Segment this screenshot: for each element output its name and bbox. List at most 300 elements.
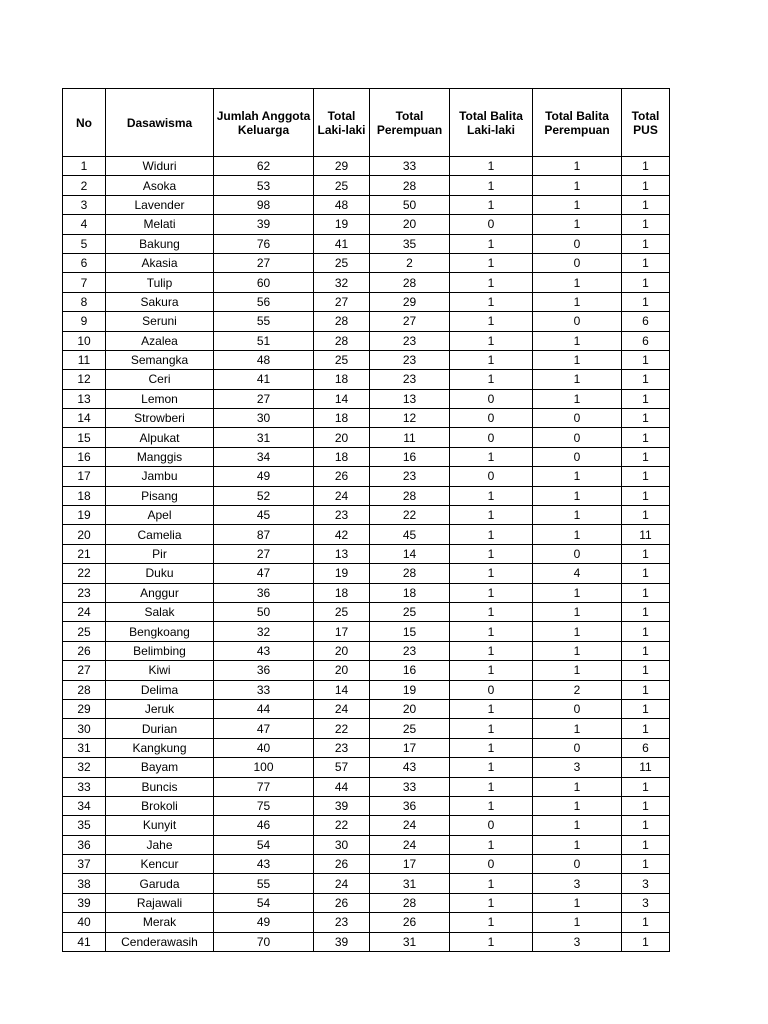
cell-dasawisma: Jeruk	[106, 699, 214, 718]
cell-total-perempuan: 35	[370, 234, 450, 253]
cell-total-pus: 1	[622, 699, 670, 718]
cell-total-balita-perempuan: 1	[533, 835, 622, 854]
cell-total-balita-perempuan: 1	[533, 389, 622, 408]
table-row	[63, 758, 670, 777]
cell-total-perempuan: 24	[370, 816, 450, 835]
cell-total-balita-laki-laki: 1	[450, 544, 533, 563]
cell-no: 39	[63, 893, 106, 912]
cell-total-pus: 1	[622, 777, 670, 796]
table-row	[63, 738, 670, 757]
cell-total-balita-laki-laki: 0	[450, 215, 533, 234]
cell-total-perempuan: 31	[370, 874, 450, 893]
cell-no: 33	[63, 777, 106, 796]
cell-dasawisma: Salak	[106, 602, 214, 621]
cell-total-balita-perempuan: 0	[533, 312, 622, 331]
cell-total-perempuan: 15	[370, 622, 450, 641]
cell-total-balita-perempuan: 1	[533, 602, 622, 621]
cell-dasawisma: Cenderawasih	[106, 932, 214, 951]
cell-total-balita-laki-laki: 0	[450, 389, 533, 408]
cell-total-balita-perempuan: 1	[533, 583, 622, 602]
cell-total-balita-perempuan: 0	[533, 699, 622, 718]
cell-no: 22	[63, 564, 106, 583]
table-row	[63, 641, 670, 660]
cell-total-perempuan: 28	[370, 273, 450, 292]
cell-no: 35	[63, 816, 106, 835]
cell-total-perempuan: 23	[370, 370, 450, 389]
cell-total-perempuan: 18	[370, 583, 450, 602]
cell-total-perempuan: 16	[370, 661, 450, 680]
cell-jumlah-anggota-keluarga: 41	[214, 370, 314, 389]
cell-no: 18	[63, 486, 106, 505]
cell-no: 15	[63, 428, 106, 447]
cell-no: 9	[63, 312, 106, 331]
cell-jumlah-anggota-keluarga: 30	[214, 409, 314, 428]
header-no: No	[63, 89, 106, 157]
cell-total-laki-laki: 26	[314, 855, 370, 874]
cell-total-laki-laki: 25	[314, 253, 370, 272]
cell-no: 10	[63, 331, 106, 350]
cell-total-laki-laki: 20	[314, 661, 370, 680]
cell-total-laki-laki: 24	[314, 699, 370, 718]
cell-total-balita-perempuan: 1	[533, 467, 622, 486]
cell-dasawisma: Merak	[106, 913, 214, 932]
cell-jumlah-anggota-keluarga: 87	[214, 525, 314, 544]
cell-total-balita-laki-laki: 1	[450, 738, 533, 757]
cell-jumlah-anggota-keluarga: 36	[214, 583, 314, 602]
cell-total-pus: 1	[622, 447, 670, 466]
table-row	[63, 389, 670, 408]
cell-total-laki-laki: 26	[314, 467, 370, 486]
cell-total-balita-perempuan: 1	[533, 486, 622, 505]
cell-jumlah-anggota-keluarga: 34	[214, 447, 314, 466]
cell-dasawisma: Alpukat	[106, 428, 214, 447]
cell-dasawisma: Seruni	[106, 312, 214, 331]
cell-total-balita-laki-laki: 1	[450, 273, 533, 292]
table-row	[63, 816, 670, 835]
cell-no: 26	[63, 641, 106, 660]
cell-total-balita-perempuan: 1	[533, 719, 622, 738]
cell-total-balita-laki-laki: 1	[450, 699, 533, 718]
cell-total-pus: 1	[622, 622, 670, 641]
cell-total-balita-laki-laki: 0	[450, 816, 533, 835]
cell-no: 7	[63, 273, 106, 292]
cell-jumlah-anggota-keluarga: 49	[214, 913, 314, 932]
cell-dasawisma: Anggur	[106, 583, 214, 602]
cell-dasawisma: Lavender	[106, 195, 214, 214]
header-total-laki-laki: Total Laki-laki	[314, 89, 370, 157]
cell-total-pus: 1	[622, 467, 670, 486]
cell-total-perempuan: 23	[370, 350, 450, 369]
cell-no: 36	[63, 835, 106, 854]
cell-no: 34	[63, 796, 106, 815]
cell-total-perempuan: 20	[370, 215, 450, 234]
cell-total-balita-laki-laki: 1	[450, 253, 533, 272]
cell-total-pus: 1	[622, 544, 670, 563]
cell-total-balita-perempuan: 1	[533, 641, 622, 660]
cell-total-pus: 3	[622, 893, 670, 912]
cell-total-perempuan: 25	[370, 719, 450, 738]
cell-dasawisma: Belimbing	[106, 641, 214, 660]
table-row	[63, 215, 670, 234]
cell-total-balita-laki-laki: 1	[450, 835, 533, 854]
cell-total-balita-perempuan: 1	[533, 350, 622, 369]
table-row	[63, 583, 670, 602]
cell-total-laki-laki: 19	[314, 564, 370, 583]
cell-jumlah-anggota-keluarga: 49	[214, 467, 314, 486]
cell-no: 23	[63, 583, 106, 602]
table-row	[63, 699, 670, 718]
cell-total-balita-perempuan: 1	[533, 816, 622, 835]
cell-no: 11	[63, 350, 106, 369]
cell-total-pus: 1	[622, 855, 670, 874]
cell-dasawisma: Manggis	[106, 447, 214, 466]
cell-no: 6	[63, 253, 106, 272]
cell-total-perempuan: 33	[370, 157, 450, 176]
cell-total-pus: 1	[622, 195, 670, 214]
cell-dasawisma: Akasia	[106, 253, 214, 272]
cell-total-laki-laki: 18	[314, 409, 370, 428]
cell-total-balita-perempuan: 1	[533, 525, 622, 544]
cell-jumlah-anggota-keluarga: 47	[214, 719, 314, 738]
cell-total-balita-perempuan: 1	[533, 195, 622, 214]
cell-total-balita-perempuan: 1	[533, 157, 622, 176]
cell-total-laki-laki: 26	[314, 893, 370, 912]
cell-jumlah-anggota-keluarga: 60	[214, 273, 314, 292]
cell-total-pus: 1	[622, 719, 670, 738]
cell-total-perempuan: 12	[370, 409, 450, 428]
cell-total-balita-laki-laki: 1	[450, 932, 533, 951]
cell-total-pus: 1	[622, 428, 670, 447]
cell-dasawisma: Durian	[106, 719, 214, 738]
cell-total-balita-perempuan: 0	[533, 855, 622, 874]
cell-total-pus: 6	[622, 312, 670, 331]
cell-total-balita-laki-laki: 1	[450, 157, 533, 176]
table-row	[63, 486, 670, 505]
cell-dasawisma: Delima	[106, 680, 214, 699]
cell-total-perempuan: 45	[370, 525, 450, 544]
cell-total-balita-perempuan: 1	[533, 506, 622, 525]
cell-no: 32	[63, 758, 106, 777]
cell-total-perempuan: 28	[370, 176, 450, 195]
cell-total-perempuan: 11	[370, 428, 450, 447]
table-row	[63, 932, 670, 951]
cell-total-perempuan: 14	[370, 544, 450, 563]
cell-dasawisma: Kangkung	[106, 738, 214, 757]
cell-total-balita-perempuan: 0	[533, 253, 622, 272]
cell-dasawisma: Buncis	[106, 777, 214, 796]
cell-jumlah-anggota-keluarga: 70	[214, 932, 314, 951]
cell-total-laki-laki: 39	[314, 796, 370, 815]
cell-total-balita-laki-laki: 1	[450, 292, 533, 311]
table-row	[63, 176, 670, 195]
cell-jumlah-anggota-keluarga: 27	[214, 544, 314, 563]
cell-total-laki-laki: 24	[314, 486, 370, 505]
table-row	[63, 195, 670, 214]
cell-total-pus: 1	[622, 215, 670, 234]
cell-total-balita-laki-laki: 1	[450, 719, 533, 738]
cell-total-balita-laki-laki: 1	[450, 525, 533, 544]
cell-total-balita-perempuan: 2	[533, 680, 622, 699]
table-row	[63, 893, 670, 912]
cell-total-pus: 1	[622, 583, 670, 602]
cell-total-laki-laki: 44	[314, 777, 370, 796]
cell-total-balita-perempuan: 1	[533, 777, 622, 796]
table-row	[63, 447, 670, 466]
cell-total-laki-laki: 27	[314, 292, 370, 311]
cell-total-pus: 1	[622, 273, 670, 292]
cell-total-balita-laki-laki: 1	[450, 331, 533, 350]
cell-total-laki-laki: 25	[314, 176, 370, 195]
cell-dasawisma: Sakura	[106, 292, 214, 311]
cell-total-laki-laki: 17	[314, 622, 370, 641]
cell-total-balita-perempuan: 1	[533, 292, 622, 311]
cell-total-balita-laki-laki: 1	[450, 234, 533, 253]
cell-no: 3	[63, 195, 106, 214]
cell-total-balita-perempuan: 0	[533, 234, 622, 253]
cell-total-laki-laki: 20	[314, 428, 370, 447]
cell-total-pus: 11	[622, 758, 670, 777]
cell-total-perempuan: 22	[370, 506, 450, 525]
cell-total-balita-laki-laki: 1	[450, 758, 533, 777]
cell-total-perempuan: 28	[370, 893, 450, 912]
cell-jumlah-anggota-keluarga: 98	[214, 195, 314, 214]
cell-total-perempuan: 23	[370, 641, 450, 660]
table-row	[63, 564, 670, 583]
cell-total-balita-perempuan: 0	[533, 447, 622, 466]
cell-total-laki-laki: 22	[314, 719, 370, 738]
cell-dasawisma: Jambu	[106, 467, 214, 486]
cell-total-balita-perempuan: 1	[533, 331, 622, 350]
cell-total-perempuan: 31	[370, 932, 450, 951]
cell-total-balita-laki-laki: 1	[450, 486, 533, 505]
cell-no: 41	[63, 932, 106, 951]
cell-no: 17	[63, 467, 106, 486]
cell-total-perempuan: 50	[370, 195, 450, 214]
table-row	[63, 350, 670, 369]
cell-jumlah-anggota-keluarga: 27	[214, 253, 314, 272]
cell-no: 38	[63, 874, 106, 893]
cell-total-perempuan: 16	[370, 447, 450, 466]
table-row	[63, 370, 670, 389]
cell-total-laki-laki: 19	[314, 215, 370, 234]
cell-jumlah-anggota-keluarga: 48	[214, 350, 314, 369]
cell-total-balita-laki-laki: 1	[450, 195, 533, 214]
cell-total-pus: 6	[622, 331, 670, 350]
cell-dasawisma: Semangka	[106, 350, 214, 369]
cell-total-laki-laki: 28	[314, 312, 370, 331]
cell-jumlah-anggota-keluarga: 40	[214, 738, 314, 757]
cell-jumlah-anggota-keluarga: 46	[214, 816, 314, 835]
cell-total-pus: 1	[622, 641, 670, 660]
cell-dasawisma: Ceri	[106, 370, 214, 389]
cell-total-pus: 1	[622, 835, 670, 854]
cell-total-laki-laki: 23	[314, 913, 370, 932]
cell-jumlah-anggota-keluarga: 76	[214, 234, 314, 253]
header-total-perempuan: Total Perempuan	[370, 89, 450, 157]
cell-dasawisma: Azalea	[106, 331, 214, 350]
table-row	[63, 234, 670, 253]
cell-total-pus: 1	[622, 253, 670, 272]
cell-total-laki-laki: 57	[314, 758, 370, 777]
cell-total-pus: 3	[622, 874, 670, 893]
cell-total-perempuan: 25	[370, 602, 450, 621]
cell-total-balita-laki-laki: 1	[450, 913, 533, 932]
cell-total-pus: 6	[622, 738, 670, 757]
cell-dasawisma: Pir	[106, 544, 214, 563]
cell-jumlah-anggota-keluarga: 51	[214, 331, 314, 350]
cell-total-balita-laki-laki: 0	[450, 428, 533, 447]
cell-total-balita-laki-laki: 0	[450, 409, 533, 428]
cell-total-balita-laki-laki: 1	[450, 564, 533, 583]
cell-total-balita-perempuan: 0	[533, 544, 622, 563]
cell-total-laki-laki: 42	[314, 525, 370, 544]
cell-total-perempuan: 19	[370, 680, 450, 699]
cell-jumlah-anggota-keluarga: 44	[214, 699, 314, 718]
cell-no: 19	[63, 506, 106, 525]
cell-total-pus: 1	[622, 564, 670, 583]
cell-jumlah-anggota-keluarga: 50	[214, 602, 314, 621]
cell-total-pus: 1	[622, 157, 670, 176]
cell-jumlah-anggota-keluarga: 27	[214, 389, 314, 408]
table-body	[63, 157, 670, 952]
cell-total-perempuan: 27	[370, 312, 450, 331]
cell-jumlah-anggota-keluarga: 43	[214, 641, 314, 660]
header-jumlah-anggota-keluarga: Jumlah Anggota Keluarga	[214, 89, 314, 157]
cell-no: 28	[63, 680, 106, 699]
cell-total-laki-laki: 18	[314, 447, 370, 466]
cell-dasawisma: Jahe	[106, 835, 214, 854]
dasawisma-table	[62, 88, 670, 952]
cell-total-balita-perempuan: 1	[533, 796, 622, 815]
cell-total-balita-perempuan: 3	[533, 932, 622, 951]
cell-no: 20	[63, 525, 106, 544]
cell-total-perempuan: 13	[370, 389, 450, 408]
cell-no: 37	[63, 855, 106, 874]
cell-total-pus: 1	[622, 370, 670, 389]
cell-total-balita-perempuan: 1	[533, 893, 622, 912]
cell-no: 12	[63, 370, 106, 389]
cell-total-laki-laki: 28	[314, 331, 370, 350]
cell-total-balita-laki-laki: 1	[450, 312, 533, 331]
cell-total-perempuan: 24	[370, 835, 450, 854]
table-row	[63, 855, 670, 874]
cell-no: 2	[63, 176, 106, 195]
header-total-pus: Total PUS	[622, 89, 670, 157]
cell-no: 24	[63, 602, 106, 621]
cell-jumlah-anggota-keluarga: 54	[214, 893, 314, 912]
cell-total-pus: 1	[622, 913, 670, 932]
cell-dasawisma: Duku	[106, 564, 214, 583]
cell-jumlah-anggota-keluarga: 33	[214, 680, 314, 699]
cell-no: 16	[63, 447, 106, 466]
cell-jumlah-anggota-keluarga: 56	[214, 292, 314, 311]
cell-total-perempuan: 33	[370, 777, 450, 796]
table-row	[63, 622, 670, 641]
cell-total-perempuan: 43	[370, 758, 450, 777]
cell-total-laki-laki: 22	[314, 816, 370, 835]
table-row	[63, 525, 670, 544]
cell-total-balita-perempuan: 0	[533, 409, 622, 428]
cell-total-perempuan: 26	[370, 913, 450, 932]
cell-no: 4	[63, 215, 106, 234]
cell-total-balita-laki-laki: 1	[450, 176, 533, 195]
cell-total-balita-perempuan: 4	[533, 564, 622, 583]
cell-total-laki-laki: 30	[314, 835, 370, 854]
cell-total-laki-laki: 14	[314, 680, 370, 699]
cell-total-balita-laki-laki: 1	[450, 602, 533, 621]
table-row	[63, 409, 670, 428]
cell-total-perempuan: 36	[370, 796, 450, 815]
cell-total-balita-laki-laki: 1	[450, 370, 533, 389]
cell-total-balita-laki-laki: 1	[450, 661, 533, 680]
cell-no: 13	[63, 389, 106, 408]
cell-dasawisma: Widuri	[106, 157, 214, 176]
cell-total-balita-laki-laki: 1	[450, 506, 533, 525]
table-row	[63, 157, 670, 176]
cell-total-pus: 1	[622, 932, 670, 951]
cell-total-pus: 1	[622, 506, 670, 525]
cell-jumlah-anggota-keluarga: 75	[214, 796, 314, 815]
cell-dasawisma: Kencur	[106, 855, 214, 874]
cell-total-balita-laki-laki: 0	[450, 680, 533, 699]
cell-total-balita-perempuan: 1	[533, 370, 622, 389]
cell-total-balita-laki-laki: 1	[450, 622, 533, 641]
cell-total-balita-laki-laki: 1	[450, 641, 533, 660]
table-row	[63, 506, 670, 525]
cell-jumlah-anggota-keluarga: 31	[214, 428, 314, 447]
cell-total-pus: 1	[622, 409, 670, 428]
cell-total-balita-perempuan: 1	[533, 176, 622, 195]
table-row	[63, 913, 670, 932]
table-row	[63, 719, 670, 738]
cell-total-pus: 1	[622, 816, 670, 835]
cell-dasawisma: Camelia	[106, 525, 214, 544]
cell-total-balita-laki-laki: 1	[450, 796, 533, 815]
cell-total-pus: 1	[622, 292, 670, 311]
header-total-balita-laki-laki: Total Balita Laki-laki	[450, 89, 533, 157]
cell-total-laki-laki: 18	[314, 370, 370, 389]
cell-no: 27	[63, 661, 106, 680]
table-row	[63, 331, 670, 350]
cell-total-balita-perempuan: 1	[533, 661, 622, 680]
cell-dasawisma: Kunyit	[106, 816, 214, 835]
cell-total-laki-laki: 39	[314, 932, 370, 951]
cell-total-perempuan: 28	[370, 486, 450, 505]
cell-total-pus: 1	[622, 602, 670, 621]
cell-total-balita-perempuan: 1	[533, 273, 622, 292]
table-row	[63, 544, 670, 563]
cell-total-pus: 1	[622, 389, 670, 408]
table-row	[63, 312, 670, 331]
cell-no: 8	[63, 292, 106, 311]
cell-dasawisma: Strowberi	[106, 409, 214, 428]
cell-jumlah-anggota-keluarga: 55	[214, 312, 314, 331]
cell-no: 29	[63, 699, 106, 718]
cell-total-balita-laki-laki: 1	[450, 777, 533, 796]
cell-total-pus: 1	[622, 680, 670, 699]
cell-jumlah-anggota-keluarga: 43	[214, 855, 314, 874]
cell-dasawisma: Bengkoang	[106, 622, 214, 641]
cell-jumlah-anggota-keluarga: 62	[214, 157, 314, 176]
cell-total-laki-laki: 13	[314, 544, 370, 563]
cell-total-laki-laki: 20	[314, 641, 370, 660]
cell-dasawisma: Tulip	[106, 273, 214, 292]
table-row	[63, 292, 670, 311]
cell-jumlah-anggota-keluarga: 32	[214, 622, 314, 641]
table-row	[63, 253, 670, 272]
cell-total-perempuan: 17	[370, 855, 450, 874]
cell-no: 31	[63, 738, 106, 757]
